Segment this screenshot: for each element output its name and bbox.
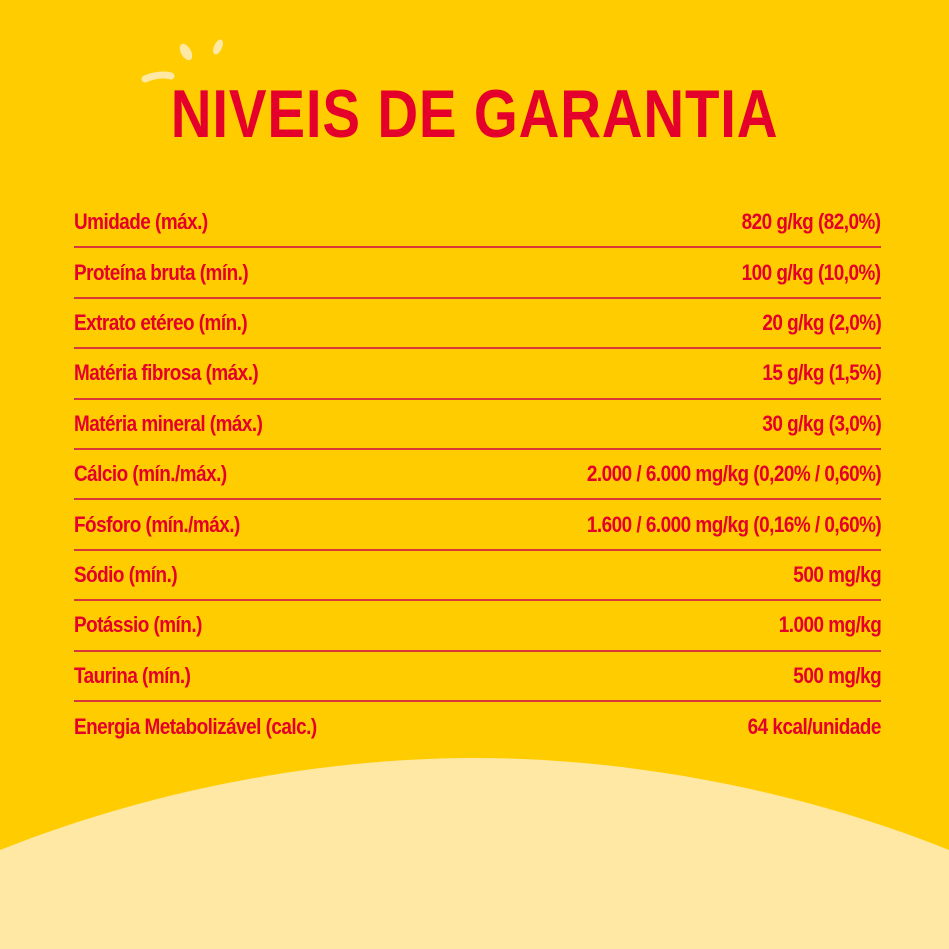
nutrient-value: 100 g/kg (10,0%) [742,259,881,285]
nutrient-label: Proteína bruta (mín.) [74,259,249,285]
nutrient-label: Sódio (mín.) [74,561,178,587]
nutrient-label: Cálcio (mín./máx.) [74,461,227,487]
table-row [74,551,881,601]
nutrient-value: 30 g/kg (3,0%) [762,410,881,436]
table-row [74,652,881,702]
nutrient-value: 1.600 / 6.000 mg/kg (0,16% / 0,60%) [586,511,881,537]
table-row [74,349,881,399]
nutrient-value: 20 g/kg (2,0%) [762,309,881,335]
table-row [74,601,881,651]
nutrient-label: Potássio (mín.) [74,612,202,638]
guarantee-levels-table [74,198,881,752]
nutrient-value: 500 mg/kg [793,662,881,688]
nutrient-label: Matéria mineral (máx.) [74,410,263,436]
table-row [74,198,881,248]
nutrient-label: Fósforo (mín./máx.) [74,511,240,537]
table-row [74,299,881,349]
nutrient-value: 2.000 / 6.000 mg/kg (0,20% / 0,60%) [586,461,881,487]
nutrient-value: 500 mg/kg [793,561,881,587]
nutrient-value: 820 g/kg (82,0%) [742,209,881,235]
page-title: NIVEIS DE GARANTIA [170,76,779,152]
nutrient-label: Extrato etéreo (mín.) [74,309,248,335]
nutrient-label: Umidade (máx.) [74,209,208,235]
table-row [74,248,881,298]
table-row [74,400,881,450]
nutrient-label: Energia Metabolizável (calc.) [74,714,317,740]
table-row [74,702,881,752]
nutrient-label: Taurina (mín.) [74,662,191,688]
nutrient-value: 1.000 mg/kg [778,612,881,638]
table-row [74,500,881,550]
nutrient-value: 64 kcal/unidade [747,714,881,740]
nutrient-value: 15 g/kg (1,5%) [762,360,881,386]
nutrient-label: Matéria fibrosa (máx.) [74,360,259,386]
table-row [74,450,881,500]
